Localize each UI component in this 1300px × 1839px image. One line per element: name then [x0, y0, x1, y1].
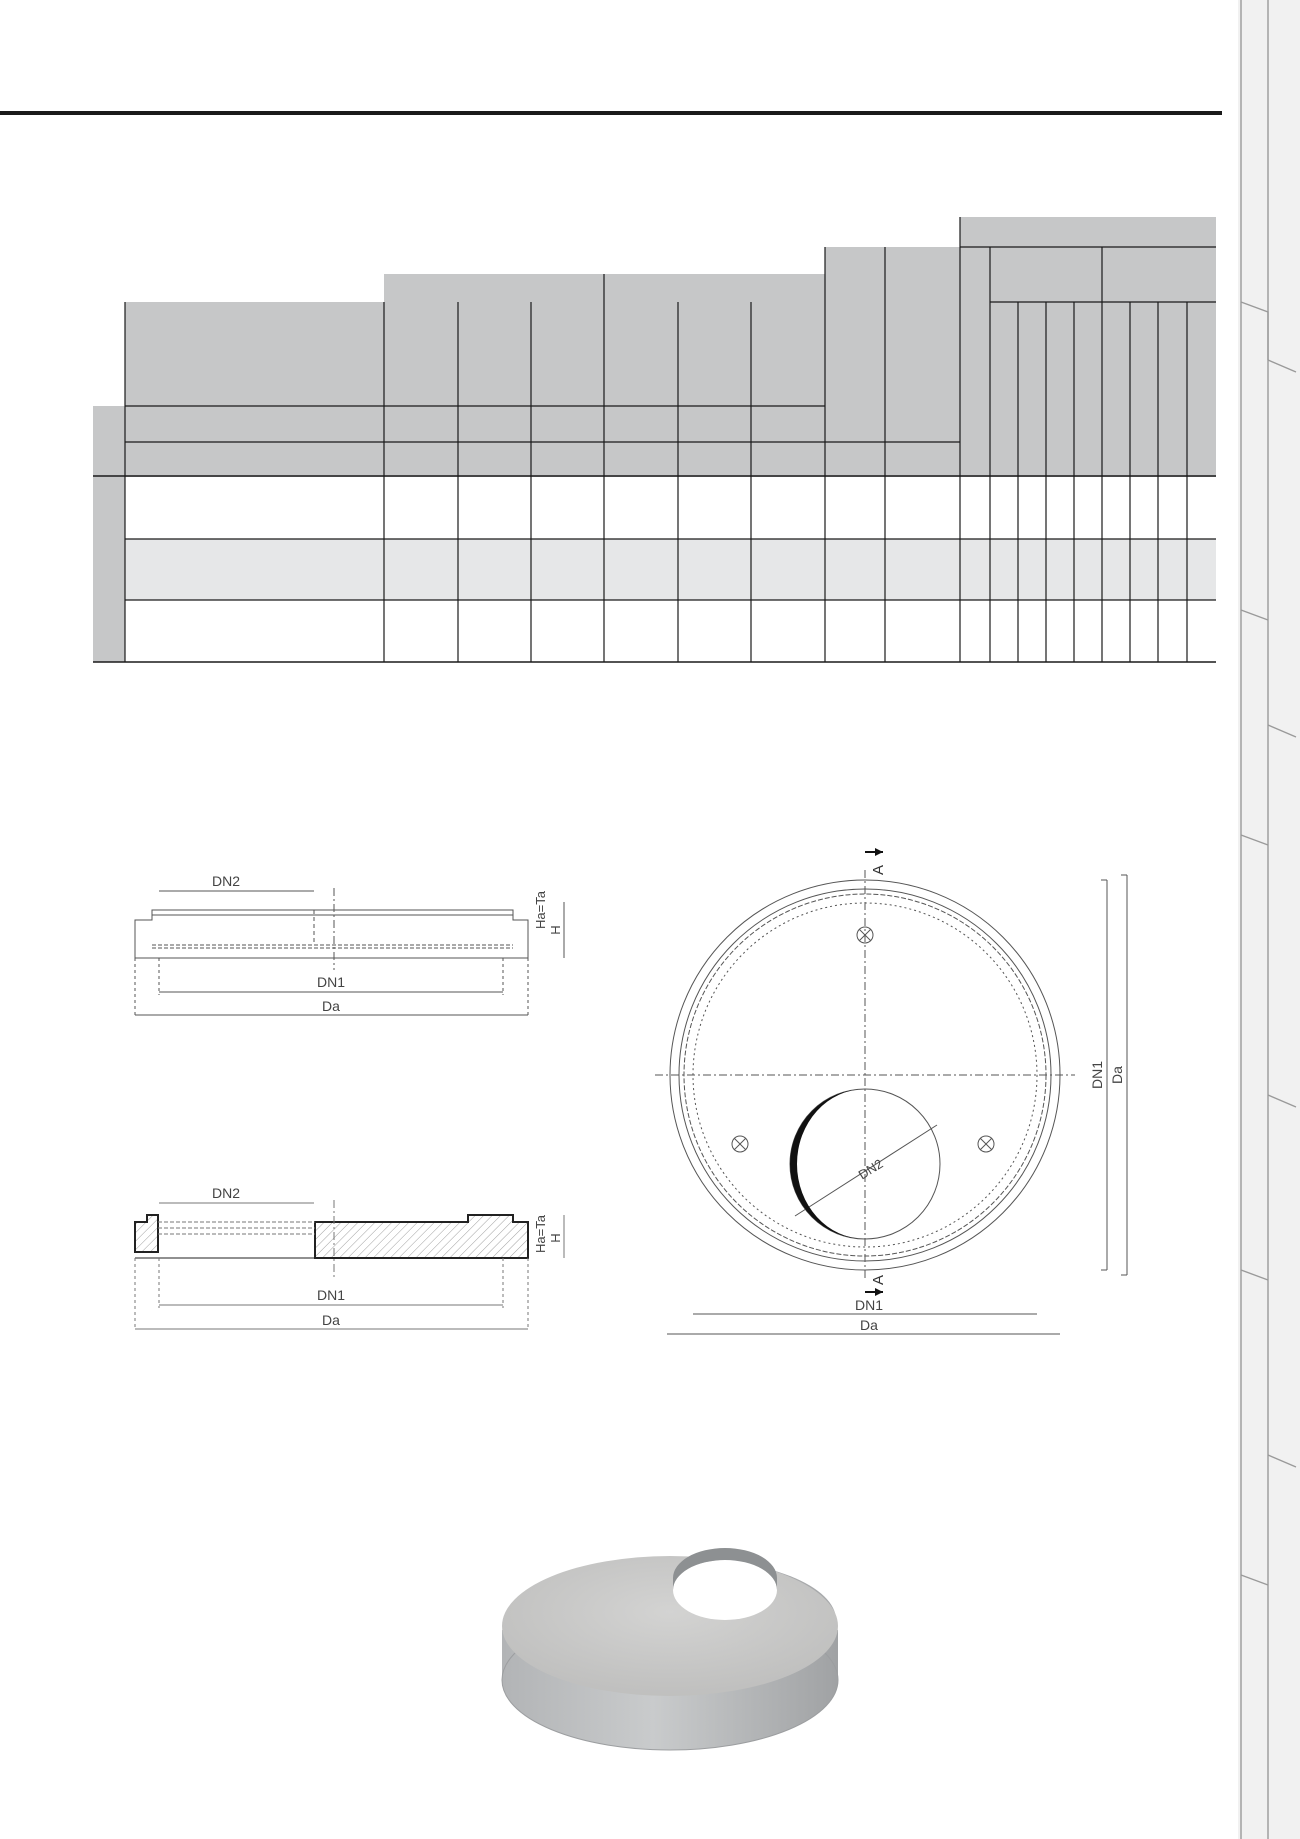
table-row [125, 539, 1216, 600]
ha-ta-label: Ha=Ta [533, 891, 548, 929]
slab-outline [135, 910, 528, 958]
dn1-label: DN1 [316, 1287, 346, 1303]
da-label-bottom: Da [860, 1317, 878, 1333]
section-left-outline [135, 1215, 158, 1252]
product-render [490, 1520, 850, 1760]
table-cell [125, 302, 826, 477]
dn2-label: DN2 [211, 873, 241, 889]
section-mark-bottom-label: A [870, 1274, 887, 1286]
table-cell [960, 302, 990, 477]
slab-top [502, 1556, 838, 1696]
table-cell [960, 217, 1216, 247]
section-drawing [120, 1180, 600, 1340]
da-label: Da [322, 998, 340, 1014]
dn1-label-bottom: DN1 [854, 1297, 884, 1313]
section-mark-top-label: A [870, 864, 887, 876]
da-label: Da [322, 1312, 340, 1328]
da-label-right: Da [1109, 1066, 1125, 1084]
table-cell [960, 247, 1216, 302]
h-label: H [548, 925, 563, 935]
h-label: H [548, 1233, 563, 1243]
dn1-label: DN1 [316, 974, 346, 990]
side-tab-strip [1238, 0, 1300, 1839]
table-cell [384, 274, 826, 302]
dn2-label: DN2 [855, 1155, 886, 1183]
table-cell [93, 406, 125, 662]
dn1-label-right: DN1 [1089, 1060, 1105, 1090]
opening-hole-inner [685, 1570, 775, 1618]
plan-view-drawing [655, 840, 1135, 1340]
table-cell [990, 302, 1216, 477]
ha-ta-label: Ha=Ta [533, 1215, 548, 1253]
opening-wall-crescent [790, 1089, 865, 1239]
section-arrow-top [875, 848, 883, 856]
section-arrow-bottom [875, 1288, 883, 1296]
table-cell [825, 247, 961, 442]
table-cell [825, 442, 960, 477]
side-elevation-drawing [120, 870, 600, 1030]
section-right-outline [315, 1215, 528, 1258]
dn2-label: DN2 [211, 1185, 241, 1201]
side-tab-strip-bg [1238, 0, 1300, 1839]
dimension-table [0, 0, 1240, 680]
